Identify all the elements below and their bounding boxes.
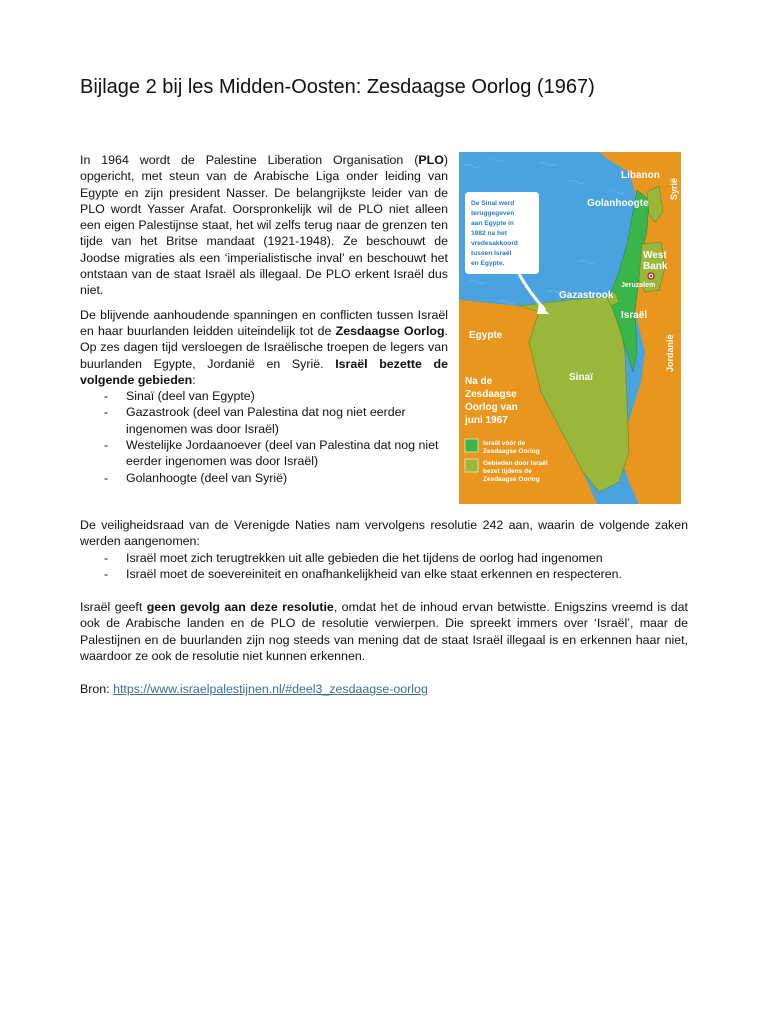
legend-label: Zesdaagse Oorlog (483, 476, 540, 483)
legend-label: Gebieden door Israël (483, 460, 548, 467)
list-item: - Westelijke Jordaanoever (deel van Palestina dat nog niet eerder ingenomen was door Israël) (80, 437, 448, 470)
label-sinai: Sinaï (569, 372, 593, 383)
legend-label: bezet tijdens de (483, 468, 532, 475)
resolution-points (80, 550, 688, 583)
label-westbank-1: West (643, 250, 667, 261)
label-jordanie: Jordanië (665, 334, 675, 372)
list-item: - Golanhoogte (deel van Syrië) (80, 470, 448, 486)
source-link[interactable]: https://www.israelpalestijnen.nl/#deel3_zesdaagse-oorlog (113, 682, 428, 697)
list-item: - Israël moet zich terugtrekken uit alle gebieden die het tijdens de oorlog had ingenomen (80, 550, 688, 566)
label-golanhoogte: Golanhoogte (587, 198, 649, 209)
source-line: Bron: https://www.israelpalestijnen.nl/#deel3_zesdaagse-oorlog (80, 682, 428, 697)
list-item: - Gazastrook (deel van Palestina dat nog niet eerder ingenomen was door Israël) (80, 404, 448, 437)
occupied-bold: Israël bezette de volgende gebieden (80, 356, 448, 387)
paragraph-plo: In 1964 wordt de Palestine Liberation Organisation (PLO) opgericht, met steun van de Arabische Liga onder leiding van Egypte en zijn president Nasser. De belangrijkste leider van de PLO wordt Yasser Arafat. Oorspronkelijk wil de PLO niet alleen een eigen Palestijnse staat, het wil zelfs terug naar de grenzen ten tijde van het Britse mandaat (1921-1948). Ze beschouwt de Joodse migraties als een ‘imperialistische inval’ en beschouwt het ontstaan van de staat Israël als illegaal. De PLO erkent Israël dus niet. (80, 153, 448, 298)
map-caption-line: Oorlog van (465, 402, 518, 413)
callout-line: teruggegeven (471, 210, 515, 217)
label-jeruzalem: Jeruzalem (621, 282, 656, 289)
plo-bold: PLO (418, 153, 444, 167)
map-caption-line: juni 1967 (465, 415, 508, 426)
legend-label: Israël vóór de (483, 440, 526, 447)
label-libanon: Libanon (621, 170, 660, 181)
territory-list (80, 388, 448, 486)
list-item: - Sinaï (deel van Egypte) (80, 388, 448, 404)
rejection-bold: geen gevolg aan deze resolutie (146, 600, 334, 615)
label-israel: Israël (621, 310, 648, 321)
label-egypte: Egypte (469, 330, 503, 341)
war-bold: Zesdaagse Oorlog (335, 323, 445, 338)
label-westbank-2: Bank (643, 261, 668, 272)
callout-line: 1982 na het (471, 230, 507, 237)
paragraph-war: De blijvende aanhoudende spanningen en conflicten tussen Israël en haar buurlanden leidden uiteindelijk tot de Zesdaagse Oorlog. Op zes dagen tijd versloegen de Israëlische troepen de legers van buurlanden Egypte, Jordanië en Syrië. Israël bezette de volgende gebieden: (80, 307, 448, 387)
resolution-intro: De veiligheidsraad van de Verenigde Naties nam vervolgens resolutie 242 aan, waarin de volgende zaken werden aangenomen: (80, 518, 688, 549)
page-title: Bijlage 2 bij les Midden-Oosten: Zesdaagse Oorlog (1967) (80, 76, 595, 98)
legend-label: Zesdaagse Oorlog (483, 448, 540, 455)
list-item: - Israël moet de soevereiniteit en onafhankelijkheid van elke staat erkennen en respecteren. (80, 566, 688, 582)
callout-line: aan Egypte in (471, 220, 514, 227)
six-day-war-map (459, 152, 681, 504)
callout-line: vredesakkoord (471, 240, 518, 247)
map-caption-line: Na de (465, 376, 493, 387)
label-gazastrook: Gazastrook (559, 290, 614, 301)
callout-line: en Egypte. (471, 260, 505, 267)
map-caption-line: Zesdaagse (465, 389, 517, 400)
resolution-section (80, 517, 688, 715)
label-syrie: Syrië (669, 177, 679, 200)
callout-line: De Sinaï werd (471, 200, 515, 207)
callout-line: tussen Israël (471, 250, 512, 257)
paragraph-rejection: Israël geeft geen gevolg aan deze resolutie, omdat het de inhoud ervan betwistte. Enigszins vreemd is dat ook de Arabische landen en de PLO de resolutie verwierpen. Die spreekt immers over ‘Israël’, maar de Palestijnen en de buurlanden zijn nog steeds van mening dat de staat Israël illegaal is en erkennen haar niet, waardoor ze ook de resolutie niet kunnen erkennen. (80, 600, 688, 664)
intro-column (80, 152, 448, 486)
